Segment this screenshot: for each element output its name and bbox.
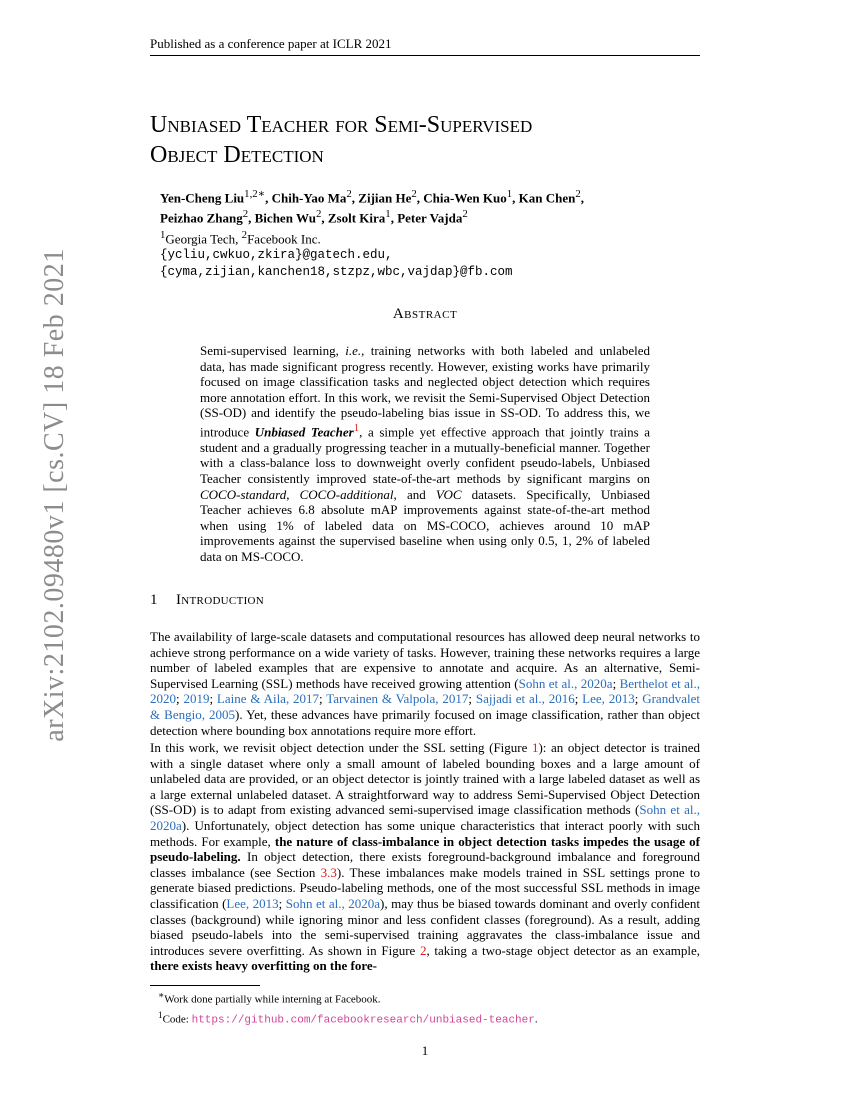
- intro-paragraph-2: In this work, we revisit object detection under the SSL setting (Figure 1): an object detector is trained with a single dataset where only a small amount of labeled bounding boxes and a large amount of unlabeled data are provided, or an object detector is jointly trained with a large labeled dataset as well as a large external unlabeled dataset. A straightforward way to address Semi-Supervised Object Detection (SS-OD) is to adapt from existing advanced semi-supervised image classification methods (Sohn et al., 2020a). Unfortunately, object detection has some unique characteristics that interact poorly with such methods. For example, the nature of class-imbalance in object detection tasks impedes the usage of pseudo-labeling. In object detection, there exists foreground-background imbalance and foreground classes imbalance (see Section 3.3). These imbalances make models trained in SSL settings prone to generate biased predictions. Pseudo-labeling methods, one of the most successful SSL methods in image classification (Lee, 2013; Sohn et al., 2020a), may thus be biased towards dominant and overly confident classes (background) while ignoring minor and less confident classes (foreground). As a result, adding biased pseudo-labels into the semi-supervised training aggravates the class-imbalance issue and introduces severe overfitting. As shown in Figure 2, taking a two-stage object detector as an example, there exists heavy overfitting on the fore-: [150, 740, 701, 974]
- author-line-2: Peizhao Zhang$^2$, Bichen Wu$^2$, Zsolt Kira$^1$, Peter Vajda$^2$: [160, 208, 468, 226]
- author-name: Zijian He: [358, 190, 412, 206]
- citation-link[interactable]: Lee, 2013: [226, 895, 279, 911]
- affiliation: Georgia Tech,: [165, 230, 242, 246]
- citation-link[interactable]: Tarvainen & Valpola, 2017: [326, 691, 469, 707]
- citation-link[interactable]: Grandvalet & Bengio, 2005: [150, 691, 700, 722]
- author-name: Peter Vajda: [397, 210, 463, 226]
- author-affil: 2: [575, 188, 581, 200]
- arxiv-stamp: [38, 248, 72, 742]
- author-name: Chih-Yao Ma: [271, 190, 347, 206]
- affiliations: [160, 227, 720, 247]
- citation-link[interactable]: Sohn et al., 2020a: [285, 895, 381, 911]
- section-title: Introduction: [176, 592, 265, 608]
- section-number: 1: [150, 592, 158, 608]
- figure-link[interactable]: 1: [531, 740, 539, 755]
- paper-title: [150, 110, 710, 170]
- abstract-text: Semi-supervised learning, i.e., training networks with both labeled and unlabeled data, has made significant progress recently. However, existing works have primarily focused on image classification tasks and neglected object detection which requires more annotation effort. In this work, we revisit the Semi-Supervised Object Detection (SS-OD) and identify the pseudo-labeling bias issue in SS-OD. To address this, we introduce Unbiased Teacher$^1$, a simple yet effective approach that jointly trains a student and a gradually progressing teacher in a mutually-beneficial manner. Together with a class-balance loss to downweight overly confident pseudo-labels, Unbiased Teacher consistently improved state-of-the-art methods by significant margins on COCO-standard, COCO-additional, and VOC datasets. Specifically, Unbiased Teacher achieves 6.8 absolute mAP improvements against state-of-the-art method when using 1% of labeled data on MS-COCO, achieves around 10 mAP improvements against the supervised baseline when using only 0.5, 1, 2% of labeled data on MS-COCO.: [200, 343, 651, 565]
- author-affil: 2: [346, 188, 352, 200]
- author-name: Kan Chen: [518, 190, 576, 206]
- emphasis-text: the nature of class-imbalance in object detection tasks impedes the usage of pseudo-labeling.: [150, 833, 700, 865]
- author-affil: 2: [242, 208, 249, 221]
- author-affil: 1,2: [244, 188, 258, 200]
- citation-link[interactable]: Sajjadi et al., 2016: [475, 691, 575, 707]
- footnote-link[interactable]: 1: [353, 421, 360, 434]
- arxiv-stamp-text: arXiv:2102.09480v1 [cs.CV] 18 Feb 2021: [39, 248, 70, 742]
- citation-link[interactable]: Laine & Aila, 2017: [216, 691, 320, 707]
- author-line-1: Yen-Cheng Liu$^{1,2∗}$, Chih-Yao Ma$^2$, Zijian He$^2$, Chia-Wen Kuo$^1$, Kan Chen$^2$,: [160, 188, 585, 206]
- footnote-1: ∗Work done partially while interning at Facebook.: [158, 990, 381, 1006]
- citation-link[interactable]: 2019: [183, 691, 210, 707]
- section-heading: [150, 592, 700, 609]
- affil-marker: 2: [241, 228, 248, 241]
- citation-link[interactable]: Berthelot et al., 2020: [150, 675, 701, 707]
- author-affil: 1: [385, 208, 391, 221]
- author-name: Bichen Wu: [254, 210, 316, 226]
- affiliation: Facebook Inc.: [247, 230, 321, 246]
- emphasis-text: there exists heavy overfitting on the fore-: [150, 958, 377, 974]
- citation-link[interactable]: Sohn et al., 2020a: [150, 802, 701, 833]
- author-affil: 2: [315, 208, 322, 221]
- affil-marker: 1: [160, 228, 166, 241]
- author-name: Chia-Wen Kuo: [423, 190, 507, 206]
- author-affil: 2: [411, 188, 417, 200]
- running-header: Published as a conference paper at ICLR 2021: [150, 36, 392, 51]
- title-line-1: Unbiased Teacher for Semi-Supervised: [150, 112, 533, 138]
- author-affil: 2: [462, 208, 468, 221]
- email-line-1: {ycliu,cwkuo,zkira}@gatech.edu,: [160, 247, 393, 262]
- intro-paragraph-1: The availability of large-scale datasets and computational resources has allowed deep neural networks to achieve strong performance on a wide variety of tasks. However, training these networks requires a large number of labeled examples that are expensive to annotate and acquire. As an alternative, Semi-Supervised Learning (SSL) methods have received growing attention (Sohn et al., 2020a; Berthelot et al., 2020; 2019; Laine & Aila, 2017; Tarvainen & Valpola, 2017; Sajjadi et al., 2016; Lee, 2013; Grandvalet & Bengio, 2005). Yet, these advances have primarily focused on image classification, rather than object detection where bounding box annotations require more effort.: [150, 629, 701, 738]
- email-line-2: {cyma,zijian,kanchen18,stzpz,wbc,vajdap}@fb.com: [160, 264, 513, 279]
- section-link[interactable]: 3.3: [320, 864, 337, 880]
- title-line-2: Object Detection: [150, 142, 324, 168]
- footnotes: [158, 988, 698, 1028]
- header-rule: [150, 55, 700, 56]
- footnote-marker: ∗: [257, 188, 266, 200]
- citation-link[interactable]: Sohn et al., 2020a: [518, 675, 613, 691]
- author-affil: 1: [506, 188, 513, 200]
- footnote-rule: [150, 985, 260, 986]
- method-name: Unbiased Teacher: [254, 424, 354, 440]
- abstract-heading: Abstract: [392, 306, 458, 322]
- citation-link[interactable]: Lee, 2013: [582, 691, 635, 707]
- footnote-2: $^1$Code: https://github.com/facebookresearch/unbiased-teacher.: [158, 1009, 538, 1027]
- author-name: Peizhao Zhang: [160, 210, 243, 226]
- author-name: Yen-Cheng Liu: [160, 190, 245, 206]
- author-block: [160, 186, 720, 281]
- figure-link[interactable]: 2: [419, 942, 427, 958]
- page-number: 1: [421, 1043, 429, 1058]
- author-name: Zsolt Kira: [327, 210, 386, 226]
- code-url-link[interactable]: https://github.com/facebookresearch/unbiased-teacher: [191, 1014, 535, 1027]
